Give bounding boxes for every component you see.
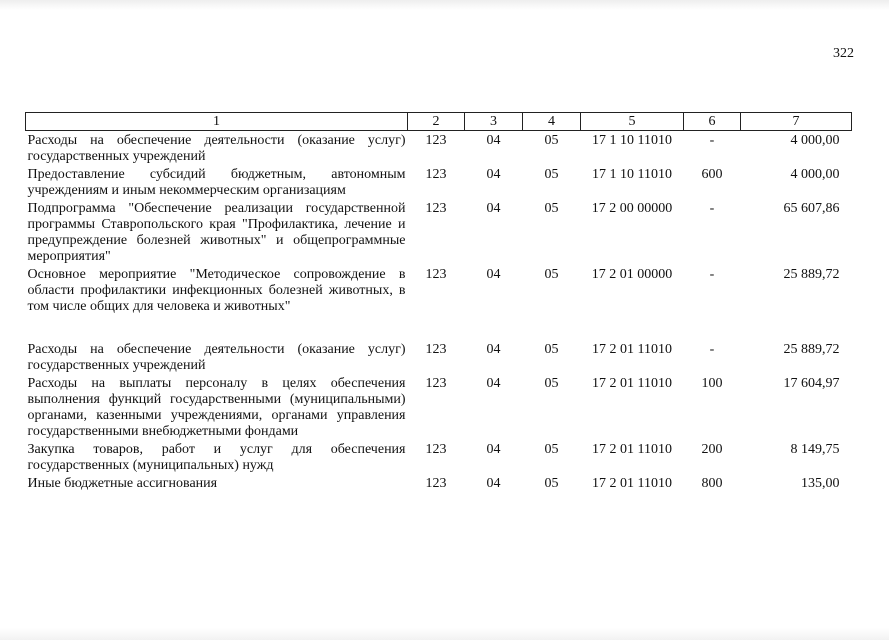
cell-code-2: 123 xyxy=(425,167,447,182)
column-header: 6 xyxy=(684,113,741,131)
scan-edge-bottom xyxy=(0,628,889,640)
cell-code-4: 05 xyxy=(544,167,559,182)
row-name: Закупка товаров, работ и услуг для обеспечения государственных (муниципальных) нужд xyxy=(27,442,406,473)
cell-code-4: 05 xyxy=(544,476,559,491)
cell-amount: 25 889,72 xyxy=(783,267,840,282)
cell-code-5: 17 2 00 00000 xyxy=(591,201,673,216)
cell-code-2: 123 xyxy=(425,267,447,282)
cell-code-3: 04 xyxy=(486,267,501,282)
column-header: 4 xyxy=(523,113,581,131)
column-header: 7 xyxy=(741,113,852,131)
cell-code-4: 05 xyxy=(544,376,559,391)
column-header: 3 xyxy=(465,113,523,131)
cell-code-6: 800 xyxy=(701,476,723,491)
cell-code-6: 200 xyxy=(701,442,723,457)
column-header: 1 xyxy=(26,113,408,131)
table-row xyxy=(26,374,852,440)
budget-table xyxy=(25,112,852,492)
cell-code-3: 04 xyxy=(486,342,501,357)
cell-code-5: 17 2 01 11010 xyxy=(592,376,672,391)
column-header: 5 xyxy=(581,113,684,131)
cell-code-4: 05 xyxy=(544,133,559,148)
cell-code-2: 123 xyxy=(425,342,447,357)
cell-code-6: 100 xyxy=(701,376,723,391)
cell-code-2: 123 xyxy=(425,133,447,148)
row-name: Иные бюджетные ассигнования xyxy=(27,476,218,491)
cell-code-4: 05 xyxy=(544,267,559,282)
cell-amount: 25 889,72 xyxy=(783,342,840,357)
cell-code-4: 05 xyxy=(544,342,559,357)
cell-code-2: 123 xyxy=(425,476,447,491)
cell-code-5: 17 2 01 11010 xyxy=(592,442,672,457)
cell-code-2: 123 xyxy=(425,201,447,216)
cell-amount: 8 149,75 xyxy=(790,442,840,457)
cell-code-5: 17 1 10 11010 xyxy=(592,167,672,182)
cell-code-5: 17 1 10 11010 xyxy=(592,133,672,148)
table-row xyxy=(26,265,852,340)
cell-code-3: 04 xyxy=(486,133,501,148)
page-number: 322 xyxy=(833,46,854,61)
row-name: Расходы на выплаты персоналу в целях обеспечения выполнения функций государственными (муниципальными) органами, казенными учреждениями, органами управления государственными внебюджетными фондами xyxy=(27,376,406,439)
row-name: Расходы на обеспечение деятельности (оказание услуг) государственных учреждений xyxy=(27,133,406,164)
table-row xyxy=(26,131,852,166)
row-name: Предоставление субсидий бюджетным, автономным учреждениям и иным некоммерческим организациям xyxy=(27,167,406,198)
cell-amount: 4 000,00 xyxy=(790,133,840,148)
cell-code-3: 04 xyxy=(486,376,501,391)
cell-code-3: 04 xyxy=(486,442,501,457)
table-row xyxy=(26,474,852,492)
table-row xyxy=(26,340,852,374)
cell-code-6: 600 xyxy=(701,167,723,182)
column-header: 2 xyxy=(408,113,465,131)
cell-code-6: - xyxy=(709,267,715,282)
cell-amount: 17 604,97 xyxy=(783,376,840,391)
row-name: Основное мероприятие "Методическое сопровождение в области профилактики инфекционных болезней животных, в том числе общих для человека и животных" xyxy=(27,267,406,314)
table-row xyxy=(26,165,852,199)
cell-code-4: 05 xyxy=(544,442,559,457)
cell-code-2: 123 xyxy=(425,442,447,457)
cell-code-6: - xyxy=(709,342,715,357)
cell-code-4: 05 xyxy=(544,201,559,216)
row-name: Подпрограмма "Обеспечение реализации государственной программы Ставропольского края "Профилактика, лечение и предупреждение болезней животных" и общепрограммные мероприятия" xyxy=(27,201,406,264)
cell-amount: 65 607,86 xyxy=(783,201,840,216)
header-row xyxy=(26,113,852,131)
cell-code-6: - xyxy=(709,201,715,216)
table-row xyxy=(26,199,852,265)
cell-amount: 135,00 xyxy=(801,476,840,491)
cell-code-6: - xyxy=(709,133,715,148)
cell-code-3: 04 xyxy=(486,167,501,182)
cell-code-3: 04 xyxy=(486,476,501,491)
scan-edge-top xyxy=(0,0,889,10)
cell-code-2: 123 xyxy=(425,376,447,391)
cell-code-5: 17 2 01 11010 xyxy=(592,342,672,357)
cell-code-5: 17 2 01 00000 xyxy=(591,267,673,282)
row-name: Расходы на обеспечение деятельности (оказание услуг) государственных учреждений xyxy=(27,342,406,373)
cell-code-3: 04 xyxy=(486,201,501,216)
cell-amount: 4 000,00 xyxy=(790,167,840,182)
cell-code-5: 17 2 01 11010 xyxy=(592,476,672,491)
table-row xyxy=(26,440,852,474)
